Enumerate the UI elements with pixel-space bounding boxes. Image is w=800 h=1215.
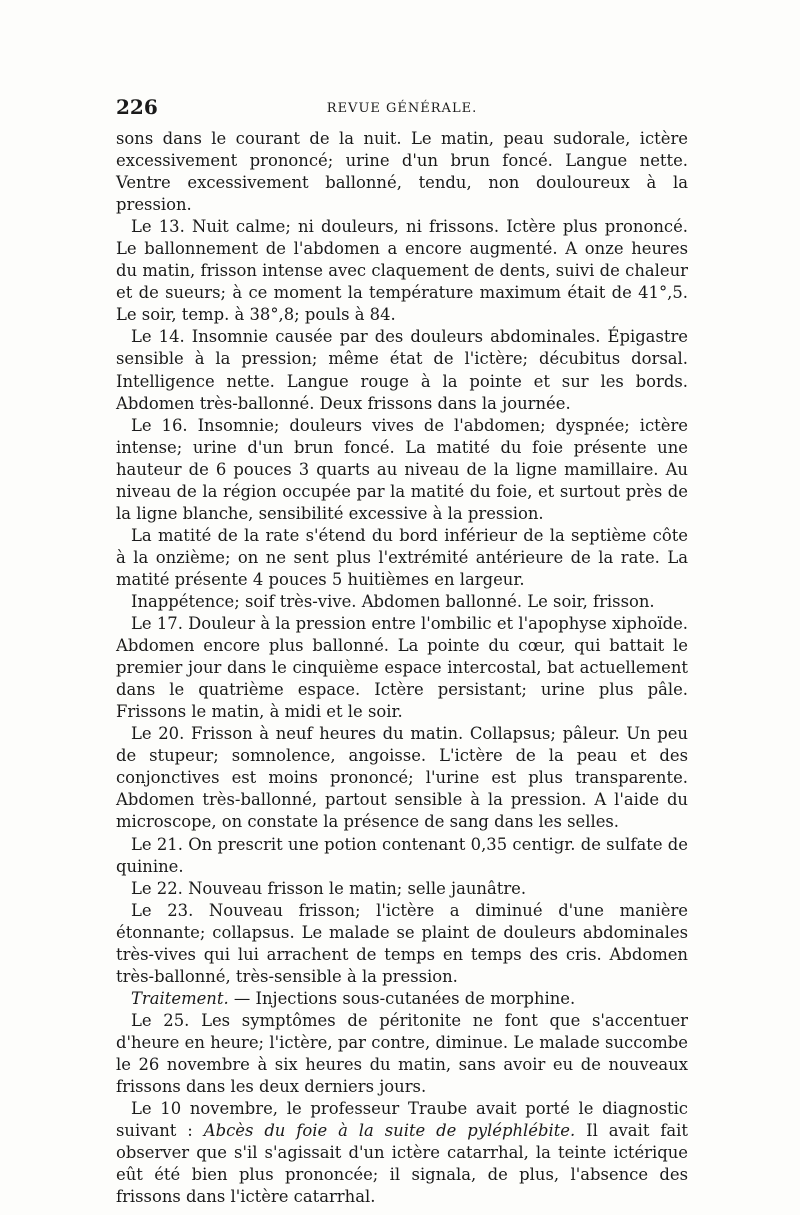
diagnosis-italic: Abcès du foie à la suite de pyléphlébite. <box>203 1121 576 1141</box>
paragraph: Le 23. Nouveau frisson; l'ictère a diminué d'une manière étonnante; collapsus. Le malade se plaint de douleurs abdominales très-vives qui lui arrachent de temps en temps des cris. Abdomen très-ballonné, très-sensible à la pression. <box>116 900 688 986</box>
paragraph: sons dans le courant de la nuit. Le matin, peau sudorale, ictère excessivement prononcé; urine d'un brun foncé. Langue nette. Ventre excessivement ballonné, tendu, non douloureux à la pression. <box>116 129 688 215</box>
paragraph: Le 22. Nouveau frisson le matin; selle jaunâtre. <box>131 878 527 898</box>
final-before: Le 10 novembre, le professeur Traube avait porté le diagnostic suivant : <box>116 1099 688 1141</box>
paragraph: Le 16. Insomnie; douleurs vives de l'abdomen; dyspnée; ictère intense; urine d'un brun foncé. La matité du foie présente une hauteur de 6 pouces 3 quarts au niveau de la ligne mamillaire. Au niveau de la région occupée par la matité du foie, et surtout près de la ligne blanche, sensibilité excessive à la pression. <box>116 415 688 523</box>
page-number: 226 <box>116 95 158 119</box>
paragraph: La matité de la rate s'étend du bord inférieur de la septième côte à la onzième; on ne sent plus l'extrémité antérieure de la rate. La matité présente 4 pouces 5 huitièmes en largeur. <box>116 525 688 589</box>
final-after: Il avait fait observer que s'il s'agissait d'un ictère catarrhal, la teinte ictérique eût été bien plus prononcée; il signala, de plus, l'absence des frissons dans l'ictère catarrhal. <box>116 1121 689 1207</box>
treatment-label: Traitement. <box>131 988 229 1008</box>
paragraph: Le 20. Frisson à neuf heures du matin. Collapsus; pâleur. Un peu de stupeur; somnolence, angoisse. L'ictère de la peau et des conjonctives est moins prononcé; l'urine est plus transparente. Abdomen très-ballonné, partout sensible à la pression. A l'aide du microscope, on constate la présence de sang dans les selles. <box>116 724 688 832</box>
paragraph: Le 17. Douleur à la pression entre l'ombilic et l'apophyse xiphoïde. Abdomen encore plus ballonné. La pointe du cœur, qui battait le premier jour dans le cinquième espace intercostal, bat actuellement dans le quatrième espace. Ictère persistant; urine plus pâle. Frissons le matin, à midi et le soir. <box>116 614 688 722</box>
body-text <box>116 128 688 1208</box>
paragraph: Le 21. On prescrit une potion contenant 0,35 centigr. de sulfate de quinine. <box>116 834 688 876</box>
paragraph: Inappétence; soif très-vive. Abdomen ballonné. Le soir, frisson. <box>131 591 655 611</box>
running-title: REVUE GÉNÉRALE. <box>326 101 478 116</box>
treatment-text: — Injections sous-cutanées de morphine. <box>228 988 576 1008</box>
final-paragraph <box>116 1098 688 1208</box>
treatment-paragraph <box>116 988 688 1010</box>
paragraph: Le 25. Les symptômes de péritonite ne font que s'accentuer d'heure en heure; l'ictère, par contre, diminue. Le malade succombe le 26 novembre à six heures du matin, sans avoir eu de nouveaux frissons dans les deux derniers jours. <box>116 1010 688 1097</box>
paragraph: Le 14. Insomnie causée par des douleurs abdominales. Épigastre sensible à la pression; même état de l'ictère; décubitus dorsal. Intelligence nette. Langue rouge à la pointe et sur les bords. Abdomen très-ballonné. Deux frissons dans la journée. <box>116 327 688 413</box>
page-header <box>116 95 688 123</box>
paragraph: Le 13. Nuit calme; ni douleurs, ni frissons. Ictère plus prononcé. Le ballonnement de l'abdomen a encore augmenté. A onze heures du matin, frisson intense avec claquement de dents, suivi de chaleur et de sueurs; à ce moment la température maximum était de 41°,5. Le soir, temp. à 38°,8; pouls à 84. <box>116 217 688 325</box>
